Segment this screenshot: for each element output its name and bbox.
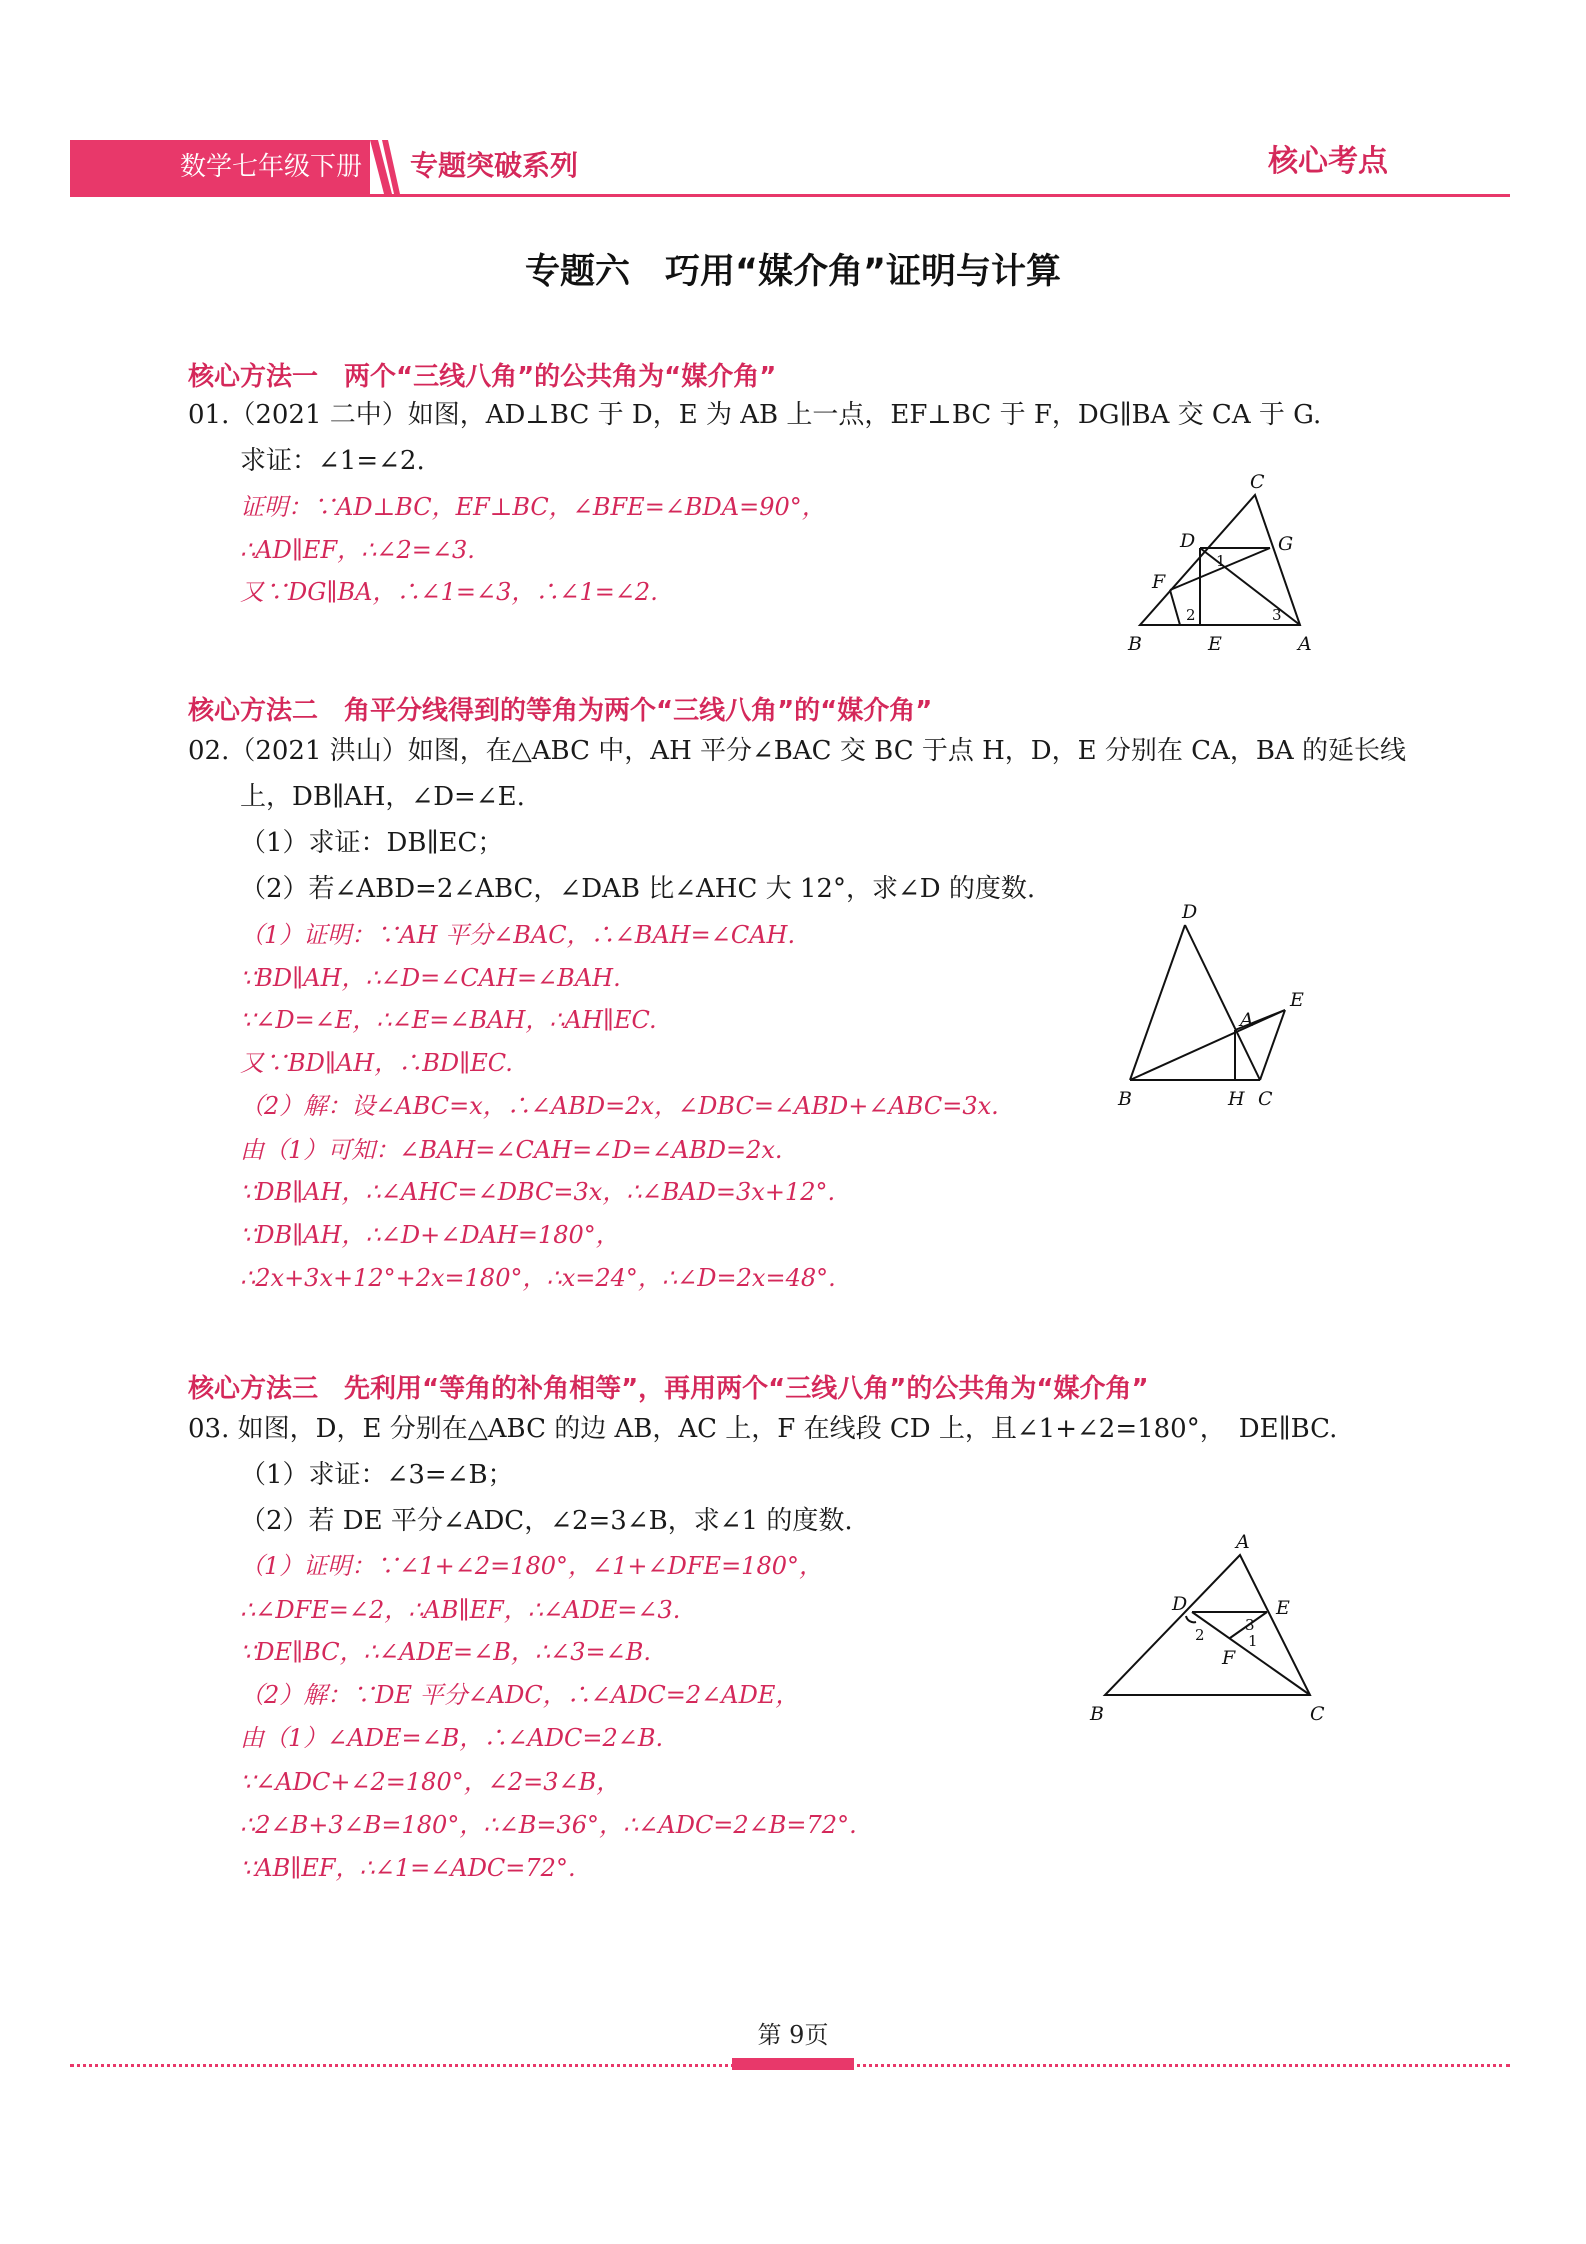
fig1-label: 3 [1272,606,1282,624]
problem-1-line: 01.（2021 二中）如图，AD⊥BC 于 D，E 为 AB 上一点，EF⊥BC 于 F，DG∥BA 交 CA 于 G. [188,400,1322,430]
fig2-label: D [1182,901,1198,923]
fig3-label: 1 [1248,1632,1258,1650]
fig1-label: A [1298,633,1312,655]
problem-2-line: 上，DB∥AH，∠D=∠E. [240,782,525,812]
header-book-tab [70,140,370,194]
solution-3-line: ∵AB∥EF，∴∠1=∠ADC=72°. [240,1854,576,1882]
figure-2-triangle [1110,900,1330,1120]
solution-1-line: 证明：∵AD⊥BC，EF⊥BC，∠BFE=∠BDA=90°， [240,493,826,521]
problem-2-line: （2）若∠ABD=2∠ABC，∠DAB 比∠AHC 大 12°，求∠D 的度数. [240,874,1036,904]
header-series: 专题突破系列 [410,149,579,182]
solution-2-line: 由（1）可知：∠BAH=∠CAH=∠D=∠ABD=2x. [240,1136,783,1164]
solution-3-line: ∵DE∥BC，∴∠ADE=∠B，∴∠3=∠B. [240,1638,652,1666]
fig3-label: A [1236,1531,1250,1553]
fig1-label: D [1180,530,1196,552]
solution-2-line: ∵DB∥AH，∴∠D+∠DAH=180°， [240,1221,620,1249]
solution-3-line: （2）解：∵DE 平分∠ADC，∴∠ADC=2∠ADE， [240,1681,800,1709]
footer-accent-bar [732,2058,854,2070]
problem-3-line: 03. 如图，D，E 分别在△ABC 的边 AB，AC 上，F 在线段 CD 上，且∠1+∠2=180°， DE∥BC. [188,1414,1338,1444]
fig2-label: C [1258,1088,1273,1110]
fig3-label: D [1172,1593,1188,1615]
solution-1-line: ∴AD∥EF，∴∠2=∠3. [240,536,475,564]
problem-2-line: （1）求证：DB∥EC； [240,828,504,858]
figure-3-triangle [1080,1530,1340,1730]
solution-3-line: ∴2∠B+3∠B=180°，∴∠B=36°，∴∠ADC=2∠B=72°. [240,1811,857,1839]
method-1-heading: 核心方法一 两个“三线八角”的公共角为“媒介角” [188,362,777,392]
fig1-label: C [1250,471,1265,493]
solution-3-line: ∴∠DFE=∠2，∴AB∥EF，∴∠ADE=∠3. [240,1596,681,1624]
page-number: 第 9页 [757,2021,829,2049]
method-3-heading: 核心方法三 先利用“等角的补角相等”，再用两个“三线八角”的公共角为“媒介角” [188,1374,1149,1404]
fig3-label: 3 [1245,1616,1255,1634]
fig2-label: A [1240,1009,1254,1031]
figure-1-triangle [1120,460,1320,660]
problem-3-line: （1）求证：∠3=∠B； [240,1460,514,1490]
header-slash-icon [370,140,400,194]
fig3-label: 2 [1195,1626,1205,1644]
fig3-label: C [1310,1703,1325,1725]
solution-2-line: （1）证明：∵AH 平分∠BAC，∴∠BAH=∠CAH. [240,921,796,949]
fig1-label: B [1128,633,1142,655]
problem-1-line: 求证：∠1=∠2. [240,446,425,476]
solution-2-line: 又∵BD∥AH，∴BD∥EC. [240,1049,513,1077]
fig1-label: E [1208,633,1222,655]
header-section: 核心考点 [1268,144,1388,179]
solution-3-line: （1）证明：∵∠1+∠2=180°，∠1+∠DFE=180°， [240,1552,823,1580]
solution-2-line: ∵BD∥AH，∴∠D=∠CAH=∠BAH. [240,964,621,992]
problem-3-line: （2）若 DE 平分∠ADC，∠2=3∠B，求∠1 的度数. [240,1506,853,1536]
solution-2-line: ∴2x+3x+12°+2x=180°，∴x=24°，∴∠D=2x=48°. [240,1264,836,1292]
fig3-label: E [1276,1597,1290,1619]
method-2-heading: 核心方法二 角平分线得到的等角为两个“三线八角”的“媒介角” [188,696,933,726]
fig1-label: 1 [1216,552,1226,570]
solution-2-line: ∵DB∥AH，∴∠AHC=∠DBC=3x，∴∠BAD=3x+12°. [240,1178,836,1206]
fig1-label: 2 [1186,606,1196,624]
page-title: 专题六 巧用“媒介角”证明与计算 [524,252,1061,292]
solution-3-line: 由（1）∠ADE=∠B，∴∠ADC=2∠B. [240,1724,664,1752]
header-divider [70,194,1510,197]
solution-3-line: ∵∠ADC+∠2=180°，∠2=3∠B， [240,1768,621,1796]
header-book-label: 数学七年级下册 [180,152,363,182]
solution-1-line: 又∵DG∥BA，∴∠1=∠3，∴∠1=∠2. [240,578,658,606]
fig1-label: G [1278,533,1294,555]
fig2-label: E [1290,989,1304,1011]
fig2-label: H [1228,1088,1245,1110]
problem-2-line: 02.（2021 洪山）如图，在△ABC 中，AH 平分∠BAC 交 BC 于点 H，D，E 分别在 CA，BA 的延长线 [188,736,1406,766]
fig1-label: F [1152,571,1166,593]
fig2-label: B [1118,1088,1132,1110]
fig3-label: F [1222,1647,1236,1669]
solution-2-line: （2）解：设∠ABC=x，∴∠ABD=2x，∠DBC=∠ABD+∠ABC=3x. [240,1092,999,1120]
fig3-label: B [1090,1703,1104,1725]
solution-2-line: ∵∠D=∠E，∴∠E=∠BAH，∴AH∥EC. [240,1006,657,1034]
